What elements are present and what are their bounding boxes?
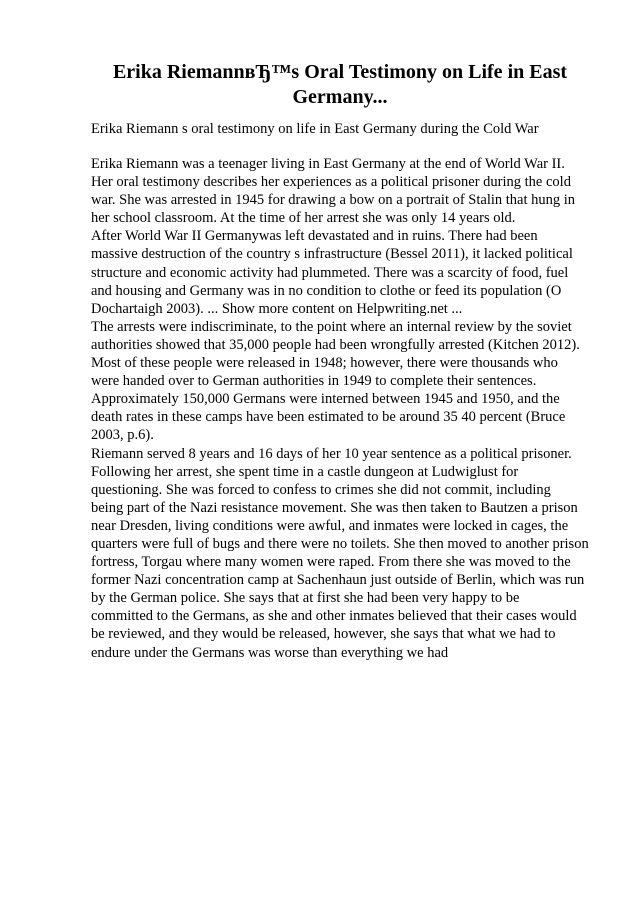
body-text-line: being part of the Nazi resistance movement. She was then taken to Bautzen a prison bbox=[91, 499, 578, 516]
body-text-line: After World War II Germanywas left devastated and in ruins. There had been bbox=[91, 228, 538, 245]
body-text-line: Dochartaigh 2003). ... Show more content on Helpwriting.net ... bbox=[91, 300, 463, 317]
document-title-line-1: Erika RiemannвЂ™s Oral Testimony on Life in East bbox=[112, 61, 568, 83]
body-text-line: by the German police. She says that at first she had been very happy to be bbox=[91, 590, 520, 607]
body-text-line: committed to the Germans, as she and other inmates believed that their cases would bbox=[91, 608, 577, 625]
body-text-line: Her oral testimony describes her experiences as a political prisoner during the cold bbox=[91, 174, 571, 191]
body-text-line: war. She was arrested in 1945 for drawing a bow on a portrait of Stalin that hung in bbox=[91, 192, 576, 209]
body-text-line: be reviewed, and they would be released, however, she says that what we had to bbox=[91, 626, 556, 643]
body-text-line: 2003, p.6). bbox=[91, 427, 154, 444]
body-text-line: Erika Riemann was a teenager living in East Germany at the end of World War II. bbox=[91, 156, 565, 172]
body-text-line: authorities showed that 35,000 people had been wrongfully arrested (Kitchen 2012). bbox=[91, 336, 580, 353]
body-text-line: structure and economic activity had plummeted. There was a scarcity of food, fuel bbox=[91, 264, 569, 281]
document-title bbox=[70, 60, 610, 110]
body-text-line: fortress, Torgau where many women were raped. From there she was moved to the bbox=[91, 554, 571, 571]
body-text-line: massive destruction of the country s infrastructure (Bessel 2011), it lacked political bbox=[91, 246, 573, 263]
body-text-line: endure under the Germans was worse than everything we had bbox=[91, 644, 449, 661]
body-text-line: The arrests were indiscriminate, to the point where an internal review by the soviet bbox=[91, 318, 572, 335]
body-text-line: questioning. She was forced to confess to crimes she did not commit, including bbox=[91, 481, 551, 498]
body-text-line: Approximately 150,000 Germans were interned between 1945 and 1950, and the bbox=[91, 391, 560, 408]
body-text-line: former Nazi concentration camp at Sachenhaun just outside of Berlin, which was run bbox=[91, 572, 585, 589]
body-text-line: death rates in these camps have been estimated to be around 35 40 percent (Bruce bbox=[91, 409, 566, 426]
body-text-line: quarters were full of bugs and there were no toilets. She then moved to another prison bbox=[91, 535, 589, 552]
body-text-line: near Dresden, living conditions were awful, and inmates were locked in cages, the bbox=[91, 517, 569, 534]
document-title-line-2: Germany... bbox=[292, 86, 388, 108]
document-subtitle: Erika Riemann s oral testimony on life in East Germany during the Cold War bbox=[91, 121, 539, 137]
body-text-line: Following her arrest, she spent time in a castle dungeon at Ludwiglust for bbox=[91, 463, 519, 480]
body-text-line: Riemann served 8 years and 16 days of her 10 year sentence as a political prisoner. bbox=[91, 445, 572, 462]
body-text-line: and housing and Germany was in no condition to clothe or feed its population (O bbox=[91, 282, 562, 299]
document-body bbox=[91, 155, 621, 662]
body-text-line: Most of these people were released in 1948; however, there were thousands who bbox=[91, 355, 558, 372]
body-text-line: her school classroom. At the time of her arrest she was only 14 years old. bbox=[91, 210, 516, 227]
body-text-line: were handed over to German authorities in 1949 to complete their sentences. bbox=[91, 373, 537, 390]
